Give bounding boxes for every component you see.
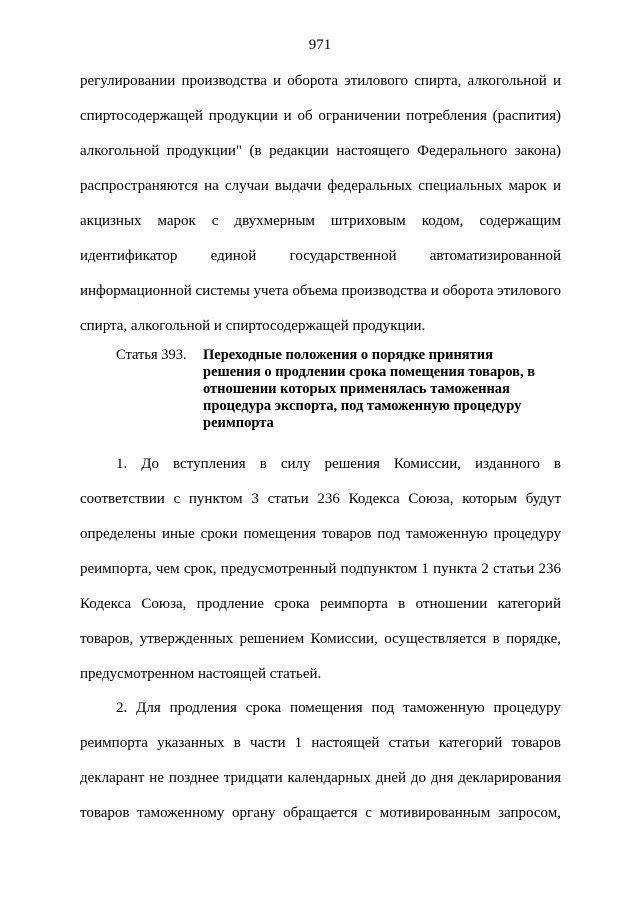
paragraph-2-line: реимпорта указанных в части 1 настоящей статьи категорий товаров <box>80 735 561 751</box>
article-label: Статья 393. <box>116 347 187 363</box>
paragraph-top-line: идентификатор единой государственной автоматизированной <box>80 248 561 264</box>
paragraph-2-line: декларант не позднее тридцати календарных дней до дня декларирования <box>80 770 561 786</box>
article-title-line: Переходные положения о порядке принятия <box>203 347 493 363</box>
paragraph-1-line: определены иные сроки помещения товаров под таможенную процедуру <box>80 526 561 542</box>
paragraph-2-line: товаров таможенному органу обращается с мотивированным запросом, <box>80 805 561 821</box>
paragraph-top-line: спирта, алкогольной и спиртосодержащей продукции. <box>80 318 426 334</box>
paragraph-top-line: регулировании производства и оборота этилового спирта, алкогольной и <box>80 73 561 89</box>
page-number: 971 <box>308 37 332 53</box>
article-title <box>203 347 536 432</box>
paragraph-2-line: 2. Для продления срока помещения под таможенную процедуру <box>116 700 561 716</box>
article-title-line: процедура экспорта, под таможенную процедуру <box>203 398 522 414</box>
paragraph-1-line: Кодекса Союза, продление срока реимпорта в отношении категорий <box>80 596 561 612</box>
article-title-line: решения о продлении срока помещения товаров, в <box>203 364 536 380</box>
paragraph-top-line: акцизных марок с двухмерным штриховым кодом, содержащим <box>80 213 561 229</box>
article-title-line: реимпорта <box>203 415 274 431</box>
paragraph-top-line: распространяются на случаи выдачи федеральных специальных марок и <box>80 178 561 194</box>
paragraph-1-line: товаров, утвержденных решением Комиссии, осуществляется в порядке, <box>80 631 561 647</box>
article-title-line: отношении которых применялась таможенная <box>203 381 510 397</box>
paragraph-1-line: предусмотренном настоящей статьей. <box>80 666 322 682</box>
paragraph-1-line: 1. До вступления в силу решения Комиссии, изданного в <box>116 456 561 472</box>
paragraph-1-line: соответствии с пунктом 3 статьи 236 Кодекса Союза, которым будут <box>80 491 561 507</box>
paragraph-top-line: спиртосодержащей продукции и об ограничении потребления (распития) <box>80 108 561 124</box>
paragraph-top-line: алкогольной продукции" (в редакции настоящего Федерального закона) <box>80 143 561 159</box>
paragraph-1-line: реимпорта, чем срок, предусмотренный подпунктом 1 пункта 2 статьи 236 <box>80 561 561 577</box>
paragraph-top-line: информационной системы учета объема производства и оборота этилового <box>80 283 561 299</box>
